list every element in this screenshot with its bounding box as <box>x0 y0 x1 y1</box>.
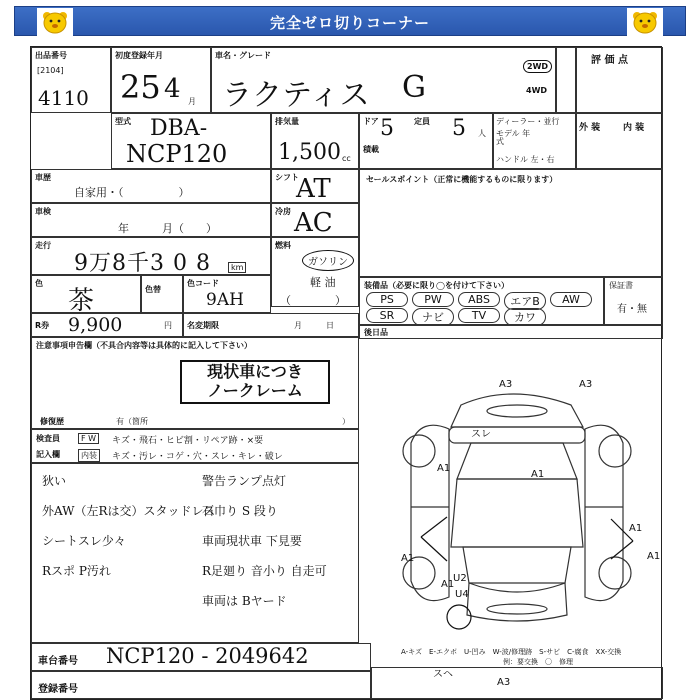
recycle-value: 9,900 <box>68 314 123 336</box>
first-reg-month: 4 <box>164 74 181 104</box>
interior-items: キズ・汚レ・コゲ・穴・スレ・キレ・破レ <box>112 452 283 462</box>
equipment-item: PW <box>412 292 454 307</box>
score-label: 評 価 点 <box>591 55 628 66</box>
handwritten-note: 狄い <box>42 474 67 488</box>
top-banner <box>14 6 686 36</box>
drive-4wd: 4WD <box>526 86 548 95</box>
first-reg-unit: 月 <box>188 97 196 106</box>
color-code: 9AH <box>206 290 244 310</box>
warranty-value: 有・無 <box>617 304 647 315</box>
handwritten-note: 石巾り S 段り <box>202 504 278 518</box>
notes-header: 注意事項申告欄（不具合内容等は具体的に記入して下さい） <box>36 341 252 350</box>
interior-inspect-label: 内装 <box>78 449 100 462</box>
first-reg-label: 初度登録年月 <box>115 51 163 60</box>
warranty-label: 保証書 <box>609 281 633 290</box>
door-cell <box>359 113 493 169</box>
handle-label: ハンドル 左・右 <box>496 155 555 164</box>
bear-mascot-icon <box>627 8 663 36</box>
capacity-unit: 人 <box>478 129 486 138</box>
color-change-label: 色替 <box>145 285 161 294</box>
mark-a3-rear: A3 <box>497 677 511 688</box>
equipment-label: 装備品（必要に限り◯を付けて下さい） <box>364 281 509 290</box>
drive-2wd: 2WD <box>523 60 552 73</box>
handwritten-note: 外AW（左Rは交）スタッドレス <box>42 504 216 518</box>
color-code-label: 色コード <box>187 279 219 288</box>
mileage-value: 9万8千3 0 8 <box>74 251 211 276</box>
color-change-cell <box>141 275 183 313</box>
chassis-label: 車台番号 <box>38 656 78 667</box>
legend-line-2: 例：要交換 〇 修理 <box>503 658 573 666</box>
type-label: 型式 <box>115 117 131 126</box>
chassis-cell <box>31 643 371 671</box>
mark-a1-right-rear: A1 <box>647 551 661 562</box>
first-reg-cell <box>111 47 211 113</box>
footer-right-cell <box>371 667 663 699</box>
ac-cell <box>271 203 359 237</box>
repair-close: ） <box>342 417 350 426</box>
warranty-cell <box>604 277 663 325</box>
stamp-line-2: ノークレーム <box>207 381 303 400</box>
usage-value: 自家用・（ ） <box>74 186 190 199</box>
displacement-cell <box>271 113 359 169</box>
inspection-cell <box>31 203 271 237</box>
repair-label: 修復歴 <box>40 417 64 426</box>
first-reg-year: 25 <box>120 68 161 106</box>
capacity-value: 5 <box>452 116 466 141</box>
mileage-cell <box>31 237 271 275</box>
color-cell <box>31 275 141 316</box>
inspector-cell <box>31 429 359 463</box>
model-name: ラクティス <box>222 78 370 113</box>
fuel-gasoline: ガソリン <box>302 250 354 271</box>
lot-sub: [2104] <box>37 66 64 75</box>
auction-sheet <box>30 46 662 700</box>
capacity-label: 定員 <box>414 117 430 126</box>
legend <box>371 647 663 667</box>
fuel-cell <box>271 237 359 307</box>
fw-label: F W <box>78 433 99 444</box>
lot-cell <box>31 47 111 113</box>
mark-a1-left-door: A1 <box>401 553 415 564</box>
equipment-item: AW <box>550 292 592 307</box>
model-label: 車名・グレード <box>215 51 271 60</box>
displacement-label: 排気量 <box>275 117 299 126</box>
handwritten-note: 車両現状車 下見要 <box>202 534 302 548</box>
equipment-item: PS <box>366 292 408 307</box>
recycle-cell <box>31 313 183 337</box>
load-label: 積載 <box>363 145 379 154</box>
no-claim-stamp <box>180 360 330 404</box>
dealer-cell <box>493 113 576 169</box>
dealer-label: ディーラー・並行 <box>496 117 560 126</box>
color-value: 茶 <box>68 286 95 316</box>
equipment-item: カワ <box>504 308 546 326</box>
banner-title: 完全ゼロ切りコーナー <box>269 14 430 32</box>
grade: G <box>402 70 426 105</box>
exterior-label: 外 装 <box>579 123 601 133</box>
handwritten-notes-cell <box>31 463 359 643</box>
doors-value: 5 <box>380 116 394 141</box>
fw-items: キズ・飛石・ヒビ割・リペア跡・×要 <box>112 436 264 446</box>
model-year-label: モデル 年式 <box>496 129 531 146</box>
stamp-line-1: 現状車につき <box>207 362 303 381</box>
color-label: 色 <box>35 279 43 288</box>
exterior-interior-cell <box>576 113 663 169</box>
recycle-label: R券 <box>35 321 50 330</box>
inspector-label-2: 記入欄 <box>36 450 60 459</box>
shift-value: AT <box>296 174 331 204</box>
legend-line-1: A-キズ E-エクボ U-凹み W-波/修理跡 S-サビ C-腐食 XX-交換 <box>401 648 622 656</box>
displacement-unit: cc <box>342 154 351 163</box>
equipment-item: TV <box>458 308 500 323</box>
score-divider <box>556 47 576 113</box>
equipment-item: SR <box>366 308 408 323</box>
sales-point-label: セールスポイント（正常に機能するものに限ります） <box>366 175 558 184</box>
scratch-note: スレ <box>471 429 491 440</box>
recycle-unit: 円 <box>164 321 172 330</box>
notes-cell <box>31 337 359 429</box>
score-cell <box>576 47 663 113</box>
usage-cell <box>31 169 271 203</box>
fuel-diesel: 軽 油 <box>310 276 336 289</box>
ac-value: AC <box>294 208 333 238</box>
mark-a1-hood: A1 <box>531 469 545 480</box>
door-label: ドア <box>363 117 379 126</box>
equipment-item: ナビ <box>412 308 454 326</box>
handwritten-note: 車両は Bヤード <box>202 594 287 608</box>
equipment-item: ABS <box>458 292 500 307</box>
type-cell <box>111 113 271 169</box>
handwritten-note: R足廻り 音小り 自走可 <box>202 564 327 578</box>
registration-label: 登録番号 <box>38 684 78 695</box>
interior-label: 内 装 <box>623 123 645 133</box>
rear-item-label: 後日品 <box>364 328 388 337</box>
rear-item-cell <box>359 325 663 339</box>
lamp-note: スヘ <box>433 669 453 680</box>
ac-label: 冷房 <box>275 207 291 216</box>
sales-point-cell <box>359 169 663 277</box>
mark-a1-front-left: A1 <box>437 463 451 474</box>
fuel-label: 燃料 <box>275 241 291 250</box>
inspection-label: 車検 <box>35 207 51 216</box>
shift-label: シフト <box>275 173 299 182</box>
mark-a1-left-rear: A1 <box>441 579 455 590</box>
chassis-number: NCP120 - 2049642 <box>106 644 309 668</box>
mark-a3-front-right: A3 <box>579 379 593 390</box>
mark-a1-right-door: A1 <box>629 523 643 534</box>
name-change-date: 月 日 <box>294 321 334 330</box>
type-prefix: DBA- <box>150 116 208 141</box>
usage-label: 車歴 <box>35 173 51 182</box>
lot-number: 4110 <box>38 86 89 110</box>
handwritten-note: Rスポ P汚れ <box>42 564 111 578</box>
name-change-cell <box>183 313 359 337</box>
mark-u2: U2 <box>453 573 467 584</box>
mark-u4: U4 <box>455 589 469 600</box>
type-code: NCP120 <box>126 140 228 168</box>
registration-cell <box>31 671 371 699</box>
mark-a3-front-left: A3 <box>499 379 513 390</box>
handwritten-note: 警告ランプ点灯 <box>202 474 287 488</box>
lot-label: 出品番号 <box>35 51 67 60</box>
repair-value: 有（箇所 <box>116 417 148 426</box>
inspection-value: 年 月（ ） <box>118 222 217 235</box>
equipment-cell <box>359 277 604 325</box>
name-change-label: 名変期限 <box>187 321 219 330</box>
fuel-other: （ ） <box>280 294 346 307</box>
mileage-label: 走行 <box>35 241 51 250</box>
handwritten-note: シートスレ少々 <box>42 534 126 548</box>
inspector-label-1: 検査員 <box>36 434 60 443</box>
displacement-value: 1,500 <box>278 140 341 165</box>
model-cell <box>211 47 556 113</box>
mileage-unit: km <box>228 262 246 273</box>
shift-cell <box>271 169 359 203</box>
equipment-item: エアB <box>504 292 546 310</box>
color-code-cell <box>183 275 271 313</box>
